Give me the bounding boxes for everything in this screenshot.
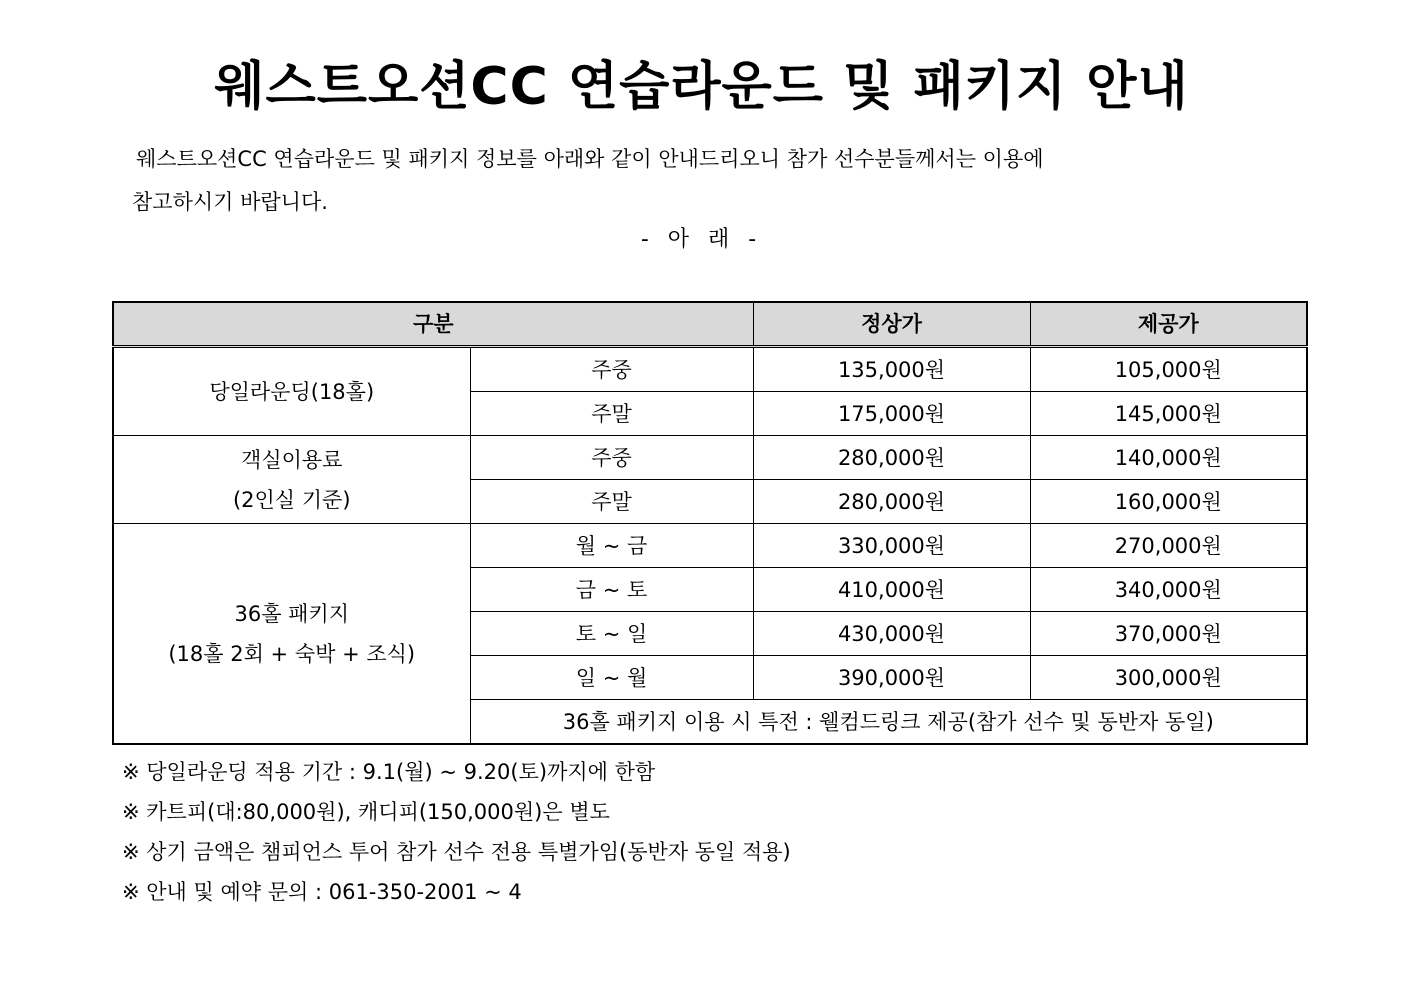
period-cell: 주말	[470, 392, 753, 436]
price-table	[112, 301, 1308, 745]
period-cell: 월 ~ 금	[470, 524, 753, 568]
section-separator: - 아 래 -	[640, 227, 763, 252]
intro-paragraph	[132, 138, 1272, 224]
regular-price-cell: 430,000원	[753, 612, 1030, 656]
note-item: ※ 당일라운딩 적용 기간 : 9.1(월) ~ 9.20(토)까지에 한함	[122, 760, 656, 784]
period-cell: 주중	[470, 347, 753, 392]
table-row	[113, 524, 1307, 568]
group-label-line: 객실이용료	[241, 447, 343, 472]
regular-price-cell: 280,000원	[753, 480, 1030, 524]
regular-price-cell: 410,000원	[753, 568, 1030, 612]
offer-price-cell: 300,000원	[1030, 656, 1307, 700]
note-item: ※ 카트피(대:80,000원), 캐디피(150,000원)은 별도	[122, 800, 610, 824]
offer-price-cell: 145,000원	[1030, 392, 1307, 436]
regular-price-cell: 135,000원	[753, 347, 1030, 392]
offer-price-cell: 140,000원	[1030, 436, 1307, 480]
offer-price-cell: 105,000원	[1030, 347, 1307, 392]
offer-price-cell: 270,000원	[1030, 524, 1307, 568]
notes-list	[122, 752, 791, 912]
header-offer-price: 제공가	[1030, 302, 1307, 347]
group-label-line: (2인실 기준)	[232, 487, 351, 512]
period-cell: 주중	[470, 436, 753, 480]
group-label-line: (18홀 2회 + 숙박 + 조식)	[168, 641, 416, 666]
note-item: ※ 안내 및 예약 문의 : 061-350-2001 ~ 4	[122, 880, 522, 904]
offer-price-cell: 160,000원	[1030, 480, 1307, 524]
package-benefit-note: 36홀 패키지 이용 시 특전 : 웰컴드링크 제공(참가 선수 및 동반자 동일)	[470, 700, 1307, 745]
group-label-line: 36홀 패키지	[234, 601, 350, 626]
regular-price-cell: 330,000원	[753, 524, 1030, 568]
period-cell: 주말	[470, 480, 753, 524]
page-title: 웨스트오션CC 연습라운드 및 패키지 안내	[214, 57, 1189, 117]
intro-line-2: 참고하시기 바랍니다.	[132, 190, 328, 214]
group-label-line: 당일라운딩(18홀)	[209, 379, 375, 404]
regular-price-cell: 280,000원	[753, 436, 1030, 480]
period-cell: 금 ~ 토	[470, 568, 753, 612]
group-label-room	[113, 436, 470, 524]
group-label-package	[113, 524, 470, 745]
regular-price-cell: 175,000원	[753, 392, 1030, 436]
period-cell: 일 ~ 월	[470, 656, 753, 700]
table-row	[113, 436, 1307, 480]
note-item: ※ 상기 금액은 챔피언스 투어 참가 선수 전용 특별가임(동반자 동일 적용)	[122, 840, 791, 864]
period-cell: 토 ~ 일	[470, 612, 753, 656]
table-row	[113, 347, 1307, 392]
table-header-row	[113, 302, 1307, 347]
offer-price-cell: 370,000원	[1030, 612, 1307, 656]
header-regular-price: 정상가	[753, 302, 1030, 347]
header-category: 구분	[113, 302, 753, 347]
offer-price-cell: 340,000원	[1030, 568, 1307, 612]
regular-price-cell: 390,000원	[753, 656, 1030, 700]
group-label-day-round	[113, 347, 470, 436]
intro-line-1: 웨스트오션CC 연습라운드 및 패키지 정보를 아래와 같이 안내드리오니 참가 선수분들께서는 이용에	[136, 147, 1044, 171]
